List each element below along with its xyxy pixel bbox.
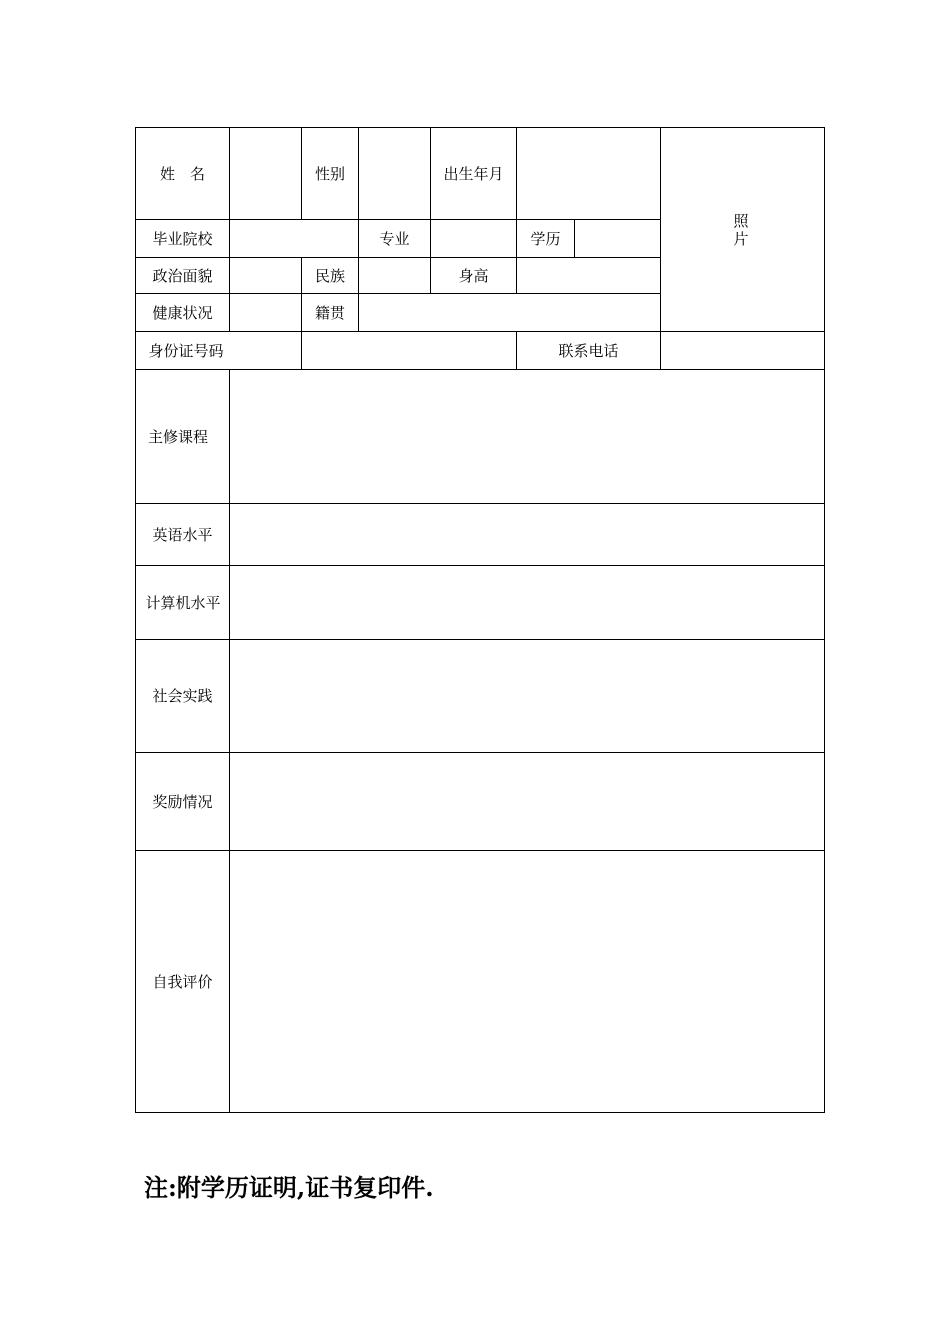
phone-label: 联系电话 xyxy=(558,341,619,360)
phone-field[interactable] xyxy=(661,332,824,369)
height-field[interactable] xyxy=(517,258,660,293)
id-number-label: 身份证号码 xyxy=(148,341,224,360)
ethnicity-label: 民族 xyxy=(314,266,345,285)
id-number-field[interactable] xyxy=(302,332,516,369)
native-place-field[interactable] xyxy=(359,294,660,331)
politics-field[interactable] xyxy=(230,258,301,293)
awards-label: 奖励情况 xyxy=(152,792,213,811)
self-evaluation-field[interactable] xyxy=(230,851,824,1112)
computer-field[interactable] xyxy=(230,566,824,639)
courses-field[interactable] xyxy=(230,370,824,503)
health-field[interactable] xyxy=(230,294,301,331)
attachment-note: 注:附学历证明,证书复印件. xyxy=(144,1173,434,1202)
self-evaluation-label: 自我评价 xyxy=(152,972,213,991)
school-field[interactable] xyxy=(230,220,358,257)
education-label: 学历 xyxy=(530,229,561,248)
native-place-label: 籍贯 xyxy=(314,303,345,322)
school-label: 毕业院校 xyxy=(152,229,213,248)
gender-label: 性别 xyxy=(314,164,345,183)
gender-field[interactable] xyxy=(359,128,430,219)
birth-date-label: 出生年月 xyxy=(443,164,504,183)
ethnicity-field[interactable] xyxy=(359,258,430,293)
major-field[interactable] xyxy=(431,220,516,257)
height-label: 身高 xyxy=(458,266,489,285)
computer-label: 计算机水平 xyxy=(145,593,221,612)
social-practice-label: 社会实践 xyxy=(152,687,213,705)
courses-label: 主修课程 xyxy=(147,427,208,446)
table-border-bottom xyxy=(135,1112,825,1113)
education-field[interactable] xyxy=(575,220,660,257)
birth-date-field[interactable] xyxy=(517,128,660,219)
english-label: 英语水平 xyxy=(152,525,213,544)
photo-label: 照片 xyxy=(733,211,749,248)
name-field[interactable] xyxy=(230,128,301,219)
table-border-right xyxy=(824,127,825,1113)
social-practice-field[interactable] xyxy=(230,640,824,752)
politics-label: 政治面貌 xyxy=(152,266,213,285)
english-field[interactable] xyxy=(230,504,824,565)
health-label: 健康状况 xyxy=(152,303,213,322)
awards-field[interactable] xyxy=(230,753,824,850)
name-label: 姓 名 xyxy=(159,164,205,183)
major-label: 专业 xyxy=(379,229,410,248)
